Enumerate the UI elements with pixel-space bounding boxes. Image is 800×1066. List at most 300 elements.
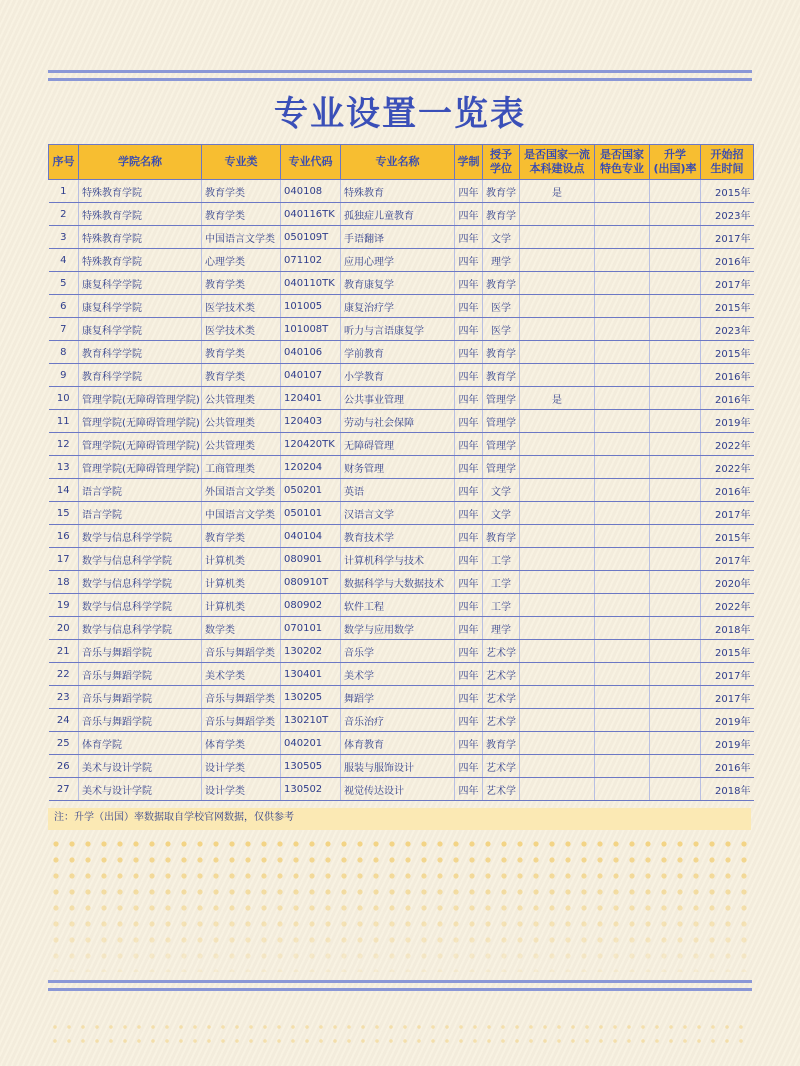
cell-college: 康复科学学院 xyxy=(79,318,202,341)
table-row xyxy=(49,502,754,525)
table-row xyxy=(49,686,754,709)
cell-feature xyxy=(595,502,650,525)
cell-code: 040104 xyxy=(281,525,341,548)
cell-rate xyxy=(650,433,701,456)
cell-degree: 教育学 xyxy=(483,272,520,295)
cell-category: 计算机类 xyxy=(202,548,281,571)
cell-code: 070101 xyxy=(281,617,341,640)
header-national: 是否国家一流 本科建设点 xyxy=(520,145,595,180)
cell-rate xyxy=(650,755,701,778)
cell-duration: 四年 xyxy=(455,226,483,249)
cell-category: 医学技术类 xyxy=(202,318,281,341)
cell-national xyxy=(520,640,595,663)
cell-national xyxy=(520,410,595,433)
cell-year: 2022年 xyxy=(701,456,754,479)
cell-feature xyxy=(595,479,650,502)
cell-category: 医学技术类 xyxy=(202,295,281,318)
cell-rate xyxy=(650,571,701,594)
cell-major: 数学与应用数学 xyxy=(341,617,455,640)
cell-year: 2018年 xyxy=(701,617,754,640)
cell-feature xyxy=(595,226,650,249)
cell-major: 视觉传达设计 xyxy=(341,778,455,801)
cell-year: 2016年 xyxy=(701,755,754,778)
cell-duration: 四年 xyxy=(455,180,483,203)
cell-major: 音乐学 xyxy=(341,640,455,663)
cell-duration: 四年 xyxy=(455,732,483,755)
bottom-stripe-decoration xyxy=(48,980,752,996)
cell-feature xyxy=(595,180,650,203)
cell-major: 软件工程 xyxy=(341,594,455,617)
cell-no: 27 xyxy=(49,778,79,801)
cell-year: 2023年 xyxy=(701,203,754,226)
cell-national: 是 xyxy=(520,387,595,410)
cell-duration: 四年 xyxy=(455,778,483,801)
cell-no: 15 xyxy=(49,502,79,525)
cell-degree: 教育学 xyxy=(483,180,520,203)
table-row xyxy=(49,249,754,272)
cell-national xyxy=(520,525,595,548)
cell-degree: 教育学 xyxy=(483,341,520,364)
cell-rate xyxy=(650,732,701,755)
cell-national xyxy=(520,502,595,525)
cell-degree: 文学 xyxy=(483,502,520,525)
cell-degree: 艺术学 xyxy=(483,686,520,709)
cell-code: 040110TK xyxy=(281,272,341,295)
cell-major: 服装与服饰设计 xyxy=(341,755,455,778)
cell-category: 音乐与舞蹈学类 xyxy=(202,709,281,732)
table-row xyxy=(49,548,754,571)
cell-no: 18 xyxy=(49,571,79,594)
cell-duration: 四年 xyxy=(455,295,483,318)
table-row xyxy=(49,525,754,548)
cell-major: 美术学 xyxy=(341,663,455,686)
cell-category: 计算机类 xyxy=(202,594,281,617)
cell-college: 数学与信息科学学院 xyxy=(79,548,202,571)
cell-feature xyxy=(595,686,650,709)
cell-feature xyxy=(595,272,650,295)
table-header xyxy=(49,145,754,180)
table-row xyxy=(49,341,754,364)
cell-category: 公共管理类 xyxy=(202,433,281,456)
cell-degree: 工学 xyxy=(483,594,520,617)
cell-major: 舞蹈学 xyxy=(341,686,455,709)
cell-code: 101008T xyxy=(281,318,341,341)
table-row xyxy=(49,778,754,801)
cell-category: 公共管理类 xyxy=(202,387,281,410)
cell-year: 2018年 xyxy=(701,778,754,801)
cell-year: 2017年 xyxy=(701,502,754,525)
cell-duration: 四年 xyxy=(455,341,483,364)
cell-degree: 理学 xyxy=(483,617,520,640)
header-feature: 是否国家 特色专业 xyxy=(595,145,650,180)
cell-feature xyxy=(595,548,650,571)
cell-rate xyxy=(650,387,701,410)
cell-rate xyxy=(650,502,701,525)
cell-no: 3 xyxy=(49,226,79,249)
cell-degree: 医学 xyxy=(483,295,520,318)
cell-college: 管理学院(无障碍管理学院) xyxy=(79,456,202,479)
cell-degree: 工学 xyxy=(483,548,520,571)
cell-year: 2020年 xyxy=(701,571,754,594)
cell-year: 2019年 xyxy=(701,709,754,732)
cell-degree: 教育学 xyxy=(483,525,520,548)
cell-major: 康复治疗学 xyxy=(341,295,455,318)
cell-code: 040201 xyxy=(281,732,341,755)
cell-no: 24 xyxy=(49,709,79,732)
cell-national xyxy=(520,617,595,640)
cell-major: 孤独症儿童教育 xyxy=(341,203,455,226)
cell-rate xyxy=(650,548,701,571)
cell-degree: 艺术学 xyxy=(483,778,520,801)
cell-code: 080901 xyxy=(281,548,341,571)
cell-code: 050109T xyxy=(281,226,341,249)
cell-category: 设计学类 xyxy=(202,778,281,801)
cell-degree: 艺术学 xyxy=(483,663,520,686)
cell-college: 特殊教育学院 xyxy=(79,203,202,226)
cell-major: 计算机科学与技术 xyxy=(341,548,455,571)
cell-year: 2017年 xyxy=(701,548,754,571)
cell-duration: 四年 xyxy=(455,479,483,502)
cell-feature xyxy=(595,456,650,479)
cell-year: 2022年 xyxy=(701,594,754,617)
cell-code: 040116TK xyxy=(281,203,341,226)
cell-degree: 管理学 xyxy=(483,410,520,433)
cell-no: 22 xyxy=(49,663,79,686)
cell-feature xyxy=(595,594,650,617)
cell-degree: 理学 xyxy=(483,249,520,272)
top-stripe-decoration xyxy=(48,70,752,86)
cell-rate xyxy=(650,249,701,272)
cell-code: 130205 xyxy=(281,686,341,709)
cell-national xyxy=(520,479,595,502)
table-row xyxy=(49,203,754,226)
cell-college: 管理学院(无障碍管理学院) xyxy=(79,387,202,410)
cell-feature xyxy=(595,203,650,226)
cell-code: 050101 xyxy=(281,502,341,525)
cell-duration: 四年 xyxy=(455,525,483,548)
cell-college: 美术与设计学院 xyxy=(79,755,202,778)
cell-no: 10 xyxy=(49,387,79,410)
table-row xyxy=(49,640,754,663)
cell-college: 美术与设计学院 xyxy=(79,778,202,801)
table-row xyxy=(49,180,754,203)
cell-college: 语言学院 xyxy=(79,502,202,525)
cell-major: 数据科学与大数据技术 xyxy=(341,571,455,594)
cell-year: 2017年 xyxy=(701,226,754,249)
header-duration: 学制 xyxy=(455,145,483,180)
header-category: 专业类 xyxy=(202,145,281,180)
table-row xyxy=(49,456,754,479)
table-row xyxy=(49,479,754,502)
cell-college: 管理学院(无障碍管理学院) xyxy=(79,410,202,433)
cell-category: 中国语言文学类 xyxy=(202,502,281,525)
cell-national xyxy=(520,364,595,387)
table-row xyxy=(49,755,754,778)
cell-college: 康复科学学院 xyxy=(79,295,202,318)
cell-year: 2015年 xyxy=(701,341,754,364)
footnote: 注：升学（出国）率数据取自学校官网数据，仅供参考 xyxy=(48,808,751,830)
cell-no: 6 xyxy=(49,295,79,318)
cell-year: 2017年 xyxy=(701,663,754,686)
cell-feature xyxy=(595,433,650,456)
cell-duration: 四年 xyxy=(455,640,483,663)
table-row xyxy=(49,318,754,341)
cell-code: 130502 xyxy=(281,778,341,801)
dot-pattern-decoration xyxy=(48,836,752,972)
table-row xyxy=(49,387,754,410)
header-no: 序号 xyxy=(49,145,79,180)
cell-feature xyxy=(595,617,650,640)
cell-rate xyxy=(650,479,701,502)
cell-feature xyxy=(595,295,650,318)
header-degree: 授予 学位 xyxy=(483,145,520,180)
cell-year: 2019年 xyxy=(701,410,754,433)
cell-rate xyxy=(650,203,701,226)
cell-college: 特殊教育学院 xyxy=(79,249,202,272)
cell-national xyxy=(520,686,595,709)
cell-national xyxy=(520,249,595,272)
cell-category: 教育学类 xyxy=(202,364,281,387)
cell-national xyxy=(520,732,595,755)
cell-feature xyxy=(595,709,650,732)
cell-duration: 四年 xyxy=(455,686,483,709)
cell-rate xyxy=(650,180,701,203)
cell-major: 手语翻译 xyxy=(341,226,455,249)
cell-national xyxy=(520,226,595,249)
cell-rate xyxy=(650,709,701,732)
cell-rate xyxy=(650,686,701,709)
cell-no: 13 xyxy=(49,456,79,479)
cell-code: 080902 xyxy=(281,594,341,617)
cell-category: 计算机类 xyxy=(202,571,281,594)
table-row xyxy=(49,295,754,318)
cell-college: 特殊教育学院 xyxy=(79,180,202,203)
cell-no: 1 xyxy=(49,180,79,203)
cell-category: 中国语言文学类 xyxy=(202,226,281,249)
cell-major: 汉语言文学 xyxy=(341,502,455,525)
table-row xyxy=(49,732,754,755)
cell-college: 音乐与舞蹈学院 xyxy=(79,709,202,732)
cell-feature xyxy=(595,525,650,548)
cell-degree: 教育学 xyxy=(483,364,520,387)
cell-degree: 医学 xyxy=(483,318,520,341)
cell-national xyxy=(520,433,595,456)
cell-college: 教育科学学院 xyxy=(79,364,202,387)
cell-duration: 四年 xyxy=(455,617,483,640)
cell-feature xyxy=(595,410,650,433)
cell-major: 听力与言语康复学 xyxy=(341,318,455,341)
cell-year: 2015年 xyxy=(701,295,754,318)
cell-no: 20 xyxy=(49,617,79,640)
cell-degree: 管理学 xyxy=(483,387,520,410)
cell-national xyxy=(520,755,595,778)
cell-degree: 艺术学 xyxy=(483,640,520,663)
cell-rate xyxy=(650,663,701,686)
cell-code: 130401 xyxy=(281,663,341,686)
cell-major: 劳动与社会保障 xyxy=(341,410,455,433)
cell-national: 是 xyxy=(520,180,595,203)
cell-degree: 艺术学 xyxy=(483,755,520,778)
table-row xyxy=(49,663,754,686)
cell-rate xyxy=(650,456,701,479)
cell-category: 教育学类 xyxy=(202,341,281,364)
cell-no: 17 xyxy=(49,548,79,571)
cell-college: 音乐与舞蹈学院 xyxy=(79,640,202,663)
cell-rate xyxy=(650,617,701,640)
cell-national xyxy=(520,571,595,594)
cell-degree: 文学 xyxy=(483,479,520,502)
cell-no: 8 xyxy=(49,341,79,364)
cell-duration: 四年 xyxy=(455,272,483,295)
cell-feature xyxy=(595,755,650,778)
table-row xyxy=(49,709,754,732)
header-year: 开始招 生时间 xyxy=(701,145,754,180)
bottom-dot-decoration xyxy=(48,1020,752,1050)
cell-feature xyxy=(595,341,650,364)
cell-rate xyxy=(650,295,701,318)
cell-year: 2019年 xyxy=(701,732,754,755)
cell-major: 体育教育 xyxy=(341,732,455,755)
cell-code: 101005 xyxy=(281,295,341,318)
cell-national xyxy=(520,203,595,226)
cell-degree: 教育学 xyxy=(483,203,520,226)
cell-duration: 四年 xyxy=(455,502,483,525)
cell-no: 25 xyxy=(49,732,79,755)
cell-category: 设计学类 xyxy=(202,755,281,778)
cell-category: 工商管理类 xyxy=(202,456,281,479)
cell-year: 2015年 xyxy=(701,640,754,663)
cell-duration: 四年 xyxy=(455,249,483,272)
cell-feature xyxy=(595,640,650,663)
cell-rate xyxy=(650,778,701,801)
cell-degree: 艺术学 xyxy=(483,709,520,732)
cell-major: 公共事业管理 xyxy=(341,387,455,410)
table-row xyxy=(49,364,754,387)
cell-no: 26 xyxy=(49,755,79,778)
table-row xyxy=(49,272,754,295)
cell-feature xyxy=(595,249,650,272)
header-rate: 升学 (出国)率 xyxy=(650,145,701,180)
cell-college: 教育科学学院 xyxy=(79,341,202,364)
cell-category: 数学类 xyxy=(202,617,281,640)
table-row xyxy=(49,571,754,594)
cell-feature xyxy=(595,571,650,594)
cell-category: 外国语言文学类 xyxy=(202,479,281,502)
cell-code: 120420TK xyxy=(281,433,341,456)
header-major: 专业名称 xyxy=(341,145,455,180)
cell-no: 2 xyxy=(49,203,79,226)
cell-category: 心理学类 xyxy=(202,249,281,272)
cell-year: 2015年 xyxy=(701,525,754,548)
cell-college: 数学与信息科学学院 xyxy=(79,571,202,594)
cell-college: 特殊教育学院 xyxy=(79,226,202,249)
cell-duration: 四年 xyxy=(455,433,483,456)
cell-category: 教育学类 xyxy=(202,203,281,226)
cell-feature xyxy=(595,663,650,686)
cell-category: 美术学类 xyxy=(202,663,281,686)
cell-national xyxy=(520,663,595,686)
cell-national xyxy=(520,318,595,341)
cell-college: 语言学院 xyxy=(79,479,202,502)
cell-college: 音乐与舞蹈学院 xyxy=(79,686,202,709)
cell-national xyxy=(520,341,595,364)
cell-duration: 四年 xyxy=(455,548,483,571)
cell-no: 23 xyxy=(49,686,79,709)
cell-duration: 四年 xyxy=(455,663,483,686)
cell-college: 音乐与舞蹈学院 xyxy=(79,663,202,686)
cell-code: 120401 xyxy=(281,387,341,410)
header-code: 专业代码 xyxy=(281,145,341,180)
cell-duration: 四年 xyxy=(455,364,483,387)
cell-major: 应用心理学 xyxy=(341,249,455,272)
cell-year: 2023年 xyxy=(701,318,754,341)
cell-feature xyxy=(595,387,650,410)
header-college: 学院名称 xyxy=(79,145,202,180)
table-row xyxy=(49,594,754,617)
cell-rate xyxy=(650,594,701,617)
cell-year: 2017年 xyxy=(701,272,754,295)
cell-major: 财务管理 xyxy=(341,456,455,479)
page-title: 专业设置一览表 xyxy=(274,94,526,134)
cell-feature xyxy=(595,778,650,801)
cell-college: 数学与信息科学学院 xyxy=(79,525,202,548)
table-row xyxy=(49,410,754,433)
cell-code: 050201 xyxy=(281,479,341,502)
table-row xyxy=(49,226,754,249)
cell-year: 2015年 xyxy=(701,180,754,203)
cell-major: 小学教育 xyxy=(341,364,455,387)
cell-duration: 四年 xyxy=(455,709,483,732)
cell-major: 教育康复学 xyxy=(341,272,455,295)
cell-rate xyxy=(650,640,701,663)
cell-code: 080910T xyxy=(281,571,341,594)
cell-rate xyxy=(650,318,701,341)
cell-major: 音乐治疗 xyxy=(341,709,455,732)
cell-code: 130505 xyxy=(281,755,341,778)
cell-category: 教育学类 xyxy=(202,525,281,548)
cell-feature xyxy=(595,732,650,755)
cell-major: 学前教育 xyxy=(341,341,455,364)
cell-code: 120403 xyxy=(281,410,341,433)
cell-rate xyxy=(650,410,701,433)
cell-feature xyxy=(595,318,650,341)
cell-college: 体育学院 xyxy=(79,732,202,755)
cell-degree: 管理学 xyxy=(483,456,520,479)
cell-no: 5 xyxy=(49,272,79,295)
cell-major: 特殊教育 xyxy=(341,180,455,203)
cell-code: 040106 xyxy=(281,341,341,364)
major-table xyxy=(48,144,754,801)
cell-duration: 四年 xyxy=(455,387,483,410)
cell-category: 音乐与舞蹈学类 xyxy=(202,640,281,663)
cell-duration: 四年 xyxy=(455,318,483,341)
cell-duration: 四年 xyxy=(455,456,483,479)
cell-code: 130210T xyxy=(281,709,341,732)
cell-duration: 四年 xyxy=(455,755,483,778)
cell-year: 2016年 xyxy=(701,364,754,387)
cell-year: 2017年 xyxy=(701,686,754,709)
cell-degree: 文学 xyxy=(483,226,520,249)
cell-duration: 四年 xyxy=(455,571,483,594)
cell-national xyxy=(520,295,595,318)
cell-national xyxy=(520,456,595,479)
cell-category: 教育学类 xyxy=(202,180,281,203)
cell-degree: 工学 xyxy=(483,571,520,594)
cell-college: 数学与信息科学学院 xyxy=(79,617,202,640)
cell-no: 16 xyxy=(49,525,79,548)
cell-code: 040107 xyxy=(281,364,341,387)
cell-national xyxy=(520,548,595,571)
